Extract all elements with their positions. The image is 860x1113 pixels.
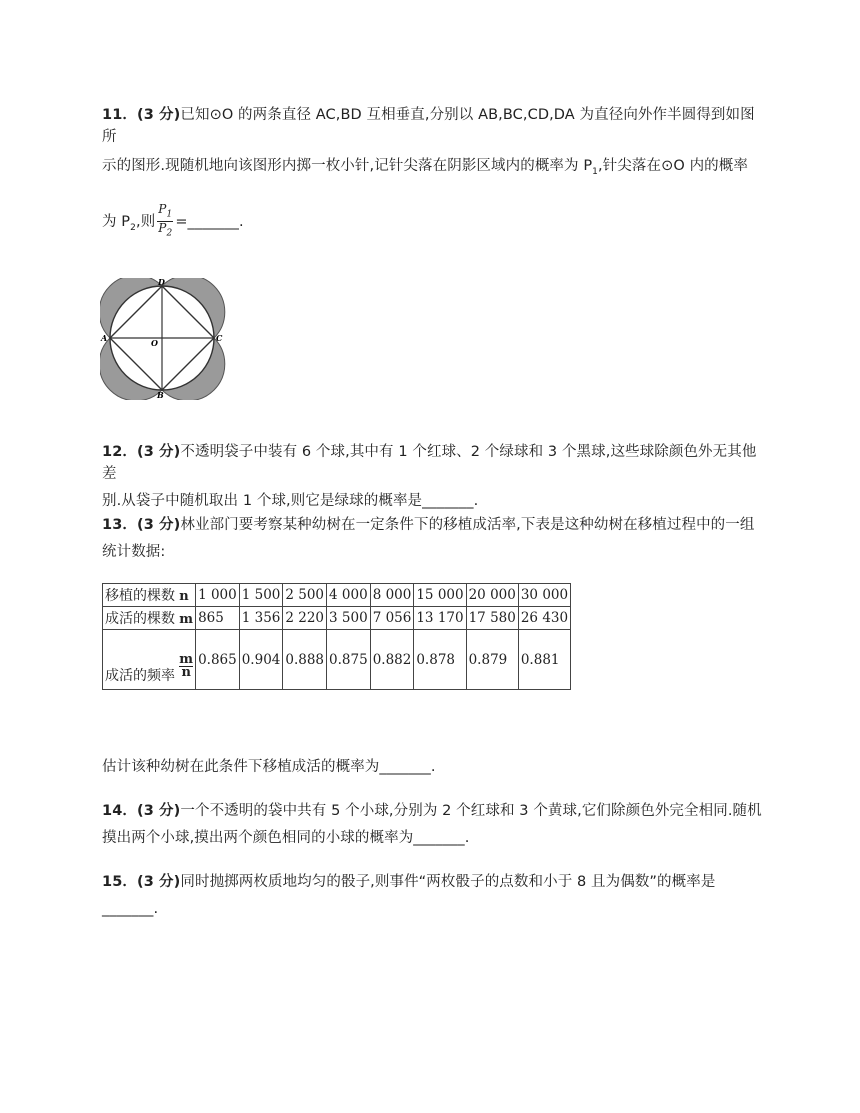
q15-text-1: 同时抛掷两枚质地均匀的骰子,则事件“两枚骰子的点数和小于 8 且为偶数”的概率是	[180, 874, 716, 890]
row-header-planted	[103, 584, 196, 607]
question-13	[102, 514, 762, 563]
table-cell: 26 430	[518, 607, 570, 630]
q11-line-3	[102, 203, 762, 245]
q11-number: 11．(3 分)	[102, 107, 181, 123]
table-cell: 0.878	[414, 630, 466, 690]
table-row-frequency	[103, 630, 571, 690]
table-cell: 1 356	[239, 607, 283, 630]
table-row-planted	[103, 584, 571, 607]
fraction-subscript: 1	[166, 209, 173, 220]
table-row-survived	[103, 607, 571, 630]
table-cell: 3 500	[327, 607, 371, 630]
question-14	[102, 800, 762, 849]
q14-line-1	[102, 800, 762, 822]
table-cell: 13 170	[414, 607, 466, 630]
table-cell: 15 000	[414, 584, 466, 607]
table-cell: 17 580	[466, 607, 518, 630]
q13-number: 13．(3 分)	[102, 517, 181, 533]
row-header-survived	[103, 607, 196, 630]
q13-text-1: 林业部门要考察某种幼树在一定条件下的移植成活率,下表是这种幼树在移植过程中的一组	[180, 517, 755, 533]
table-cell: 0.875	[327, 630, 371, 690]
q11-line-1	[102, 104, 762, 148]
q11-sub-2: 2	[130, 222, 136, 233]
frac-n: n	[181, 665, 191, 680]
q11-text-2a: 示的图形.现随机地向该图形内掷一枚小针,记针尖落在阴影区域内的概率为 P	[102, 158, 593, 174]
fraction-numerator: $P_1$	[157, 203, 173, 222]
table-cell: 0.904	[239, 630, 283, 690]
p1-over-p2-fraction	[157, 203, 173, 241]
question-12	[102, 441, 762, 512]
q13-line-3: 估计该种幼树在此条件下移植成活的概率为_______.	[102, 759, 436, 775]
q11-text-2b: ,针尖落在⊙O 内的概率	[598, 158, 748, 174]
q11-text-1: 已知⊙O 的两条直径 AC,BD 互相垂直,分别以 AB,BC,CD,DA 为直径向外作半圆得到如图所	[102, 107, 755, 145]
label-o: O	[151, 338, 158, 348]
question-15	[102, 871, 762, 920]
fraction-denominator: $P_2$	[158, 221, 173, 239]
table-cell: 0.882	[370, 630, 414, 690]
table-cell: 865	[196, 607, 240, 630]
q12-line-1	[102, 441, 762, 485]
m-over-n-fraction	[179, 654, 193, 679]
q12-number: 12．(3 分)	[102, 444, 181, 460]
row-header-frequency	[103, 630, 196, 690]
label-c: C	[216, 333, 223, 343]
table-cell: 30 000	[518, 584, 570, 607]
q12-text-1: 不透明袋子中装有 6 个球,其中有 1 个红球、2 个绿球和 3 个黑球,这些球除颜色外无其他差	[102, 444, 757, 482]
q14-line-2: 摸出两个小球,摸出两个颜色相同的小球的概率为_______.	[102, 830, 470, 846]
q15-number: 15．(3 分)	[102, 874, 181, 890]
q12-line-2: 别.从袋子中随机取出 1 个球,则它是绿球的概率是_______.	[102, 493, 479, 509]
table-cell: 20 000	[466, 584, 518, 607]
row1-label: 移植的棵数	[105, 588, 175, 604]
q15-line-1	[102, 871, 762, 893]
q11-text-3a: 为 P	[102, 213, 131, 230]
table-cell: 0.865	[196, 630, 240, 690]
table-cell: 8 000	[370, 584, 414, 607]
table-cell: 0.888	[283, 630, 327, 690]
label-a: A	[101, 333, 108, 343]
q14-number: 14．(3 分)	[102, 803, 181, 819]
q11-answer-blank: =_______.	[175, 213, 244, 230]
q14-text-1: 一个不透明的袋中共有 5 个小球,分别为 2 个红球和 3 个黄球,它们除颜色外完全相同.随机	[180, 803, 762, 819]
table-cell: 4 000	[327, 584, 371, 607]
question-11	[102, 104, 762, 148]
table-cell: 1 000	[196, 584, 240, 607]
row3-label: 成活的频率	[105, 668, 175, 684]
q13-line-1	[102, 514, 762, 536]
row1-var: n	[179, 589, 189, 604]
table-cell: 2 220	[283, 607, 327, 630]
q11-line-2	[102, 155, 762, 183]
table-cell: 2 500	[283, 584, 327, 607]
q11-text-3b: ,则	[135, 213, 156, 230]
transplant-stats-table	[102, 583, 571, 690]
q11-sub-1: 1	[592, 166, 598, 177]
frac-m: m	[179, 652, 194, 667]
fraction-subscript: 2	[166, 228, 173, 239]
circle-semicircles-figure	[100, 278, 226, 400]
q13-line-2: 统计数据:	[102, 544, 166, 560]
q15-line-2: _______.	[102, 901, 159, 917]
table-cell: 1 500	[239, 584, 283, 607]
row2-var: m	[179, 612, 194, 627]
table-cell: 0.879	[466, 630, 518, 690]
label-d: D	[158, 278, 165, 287]
table-cell: 0.881	[518, 630, 570, 690]
table-cell: 7 056	[370, 607, 414, 630]
row2-label: 成活的棵数	[105, 611, 175, 627]
label-b: B	[157, 390, 164, 400]
